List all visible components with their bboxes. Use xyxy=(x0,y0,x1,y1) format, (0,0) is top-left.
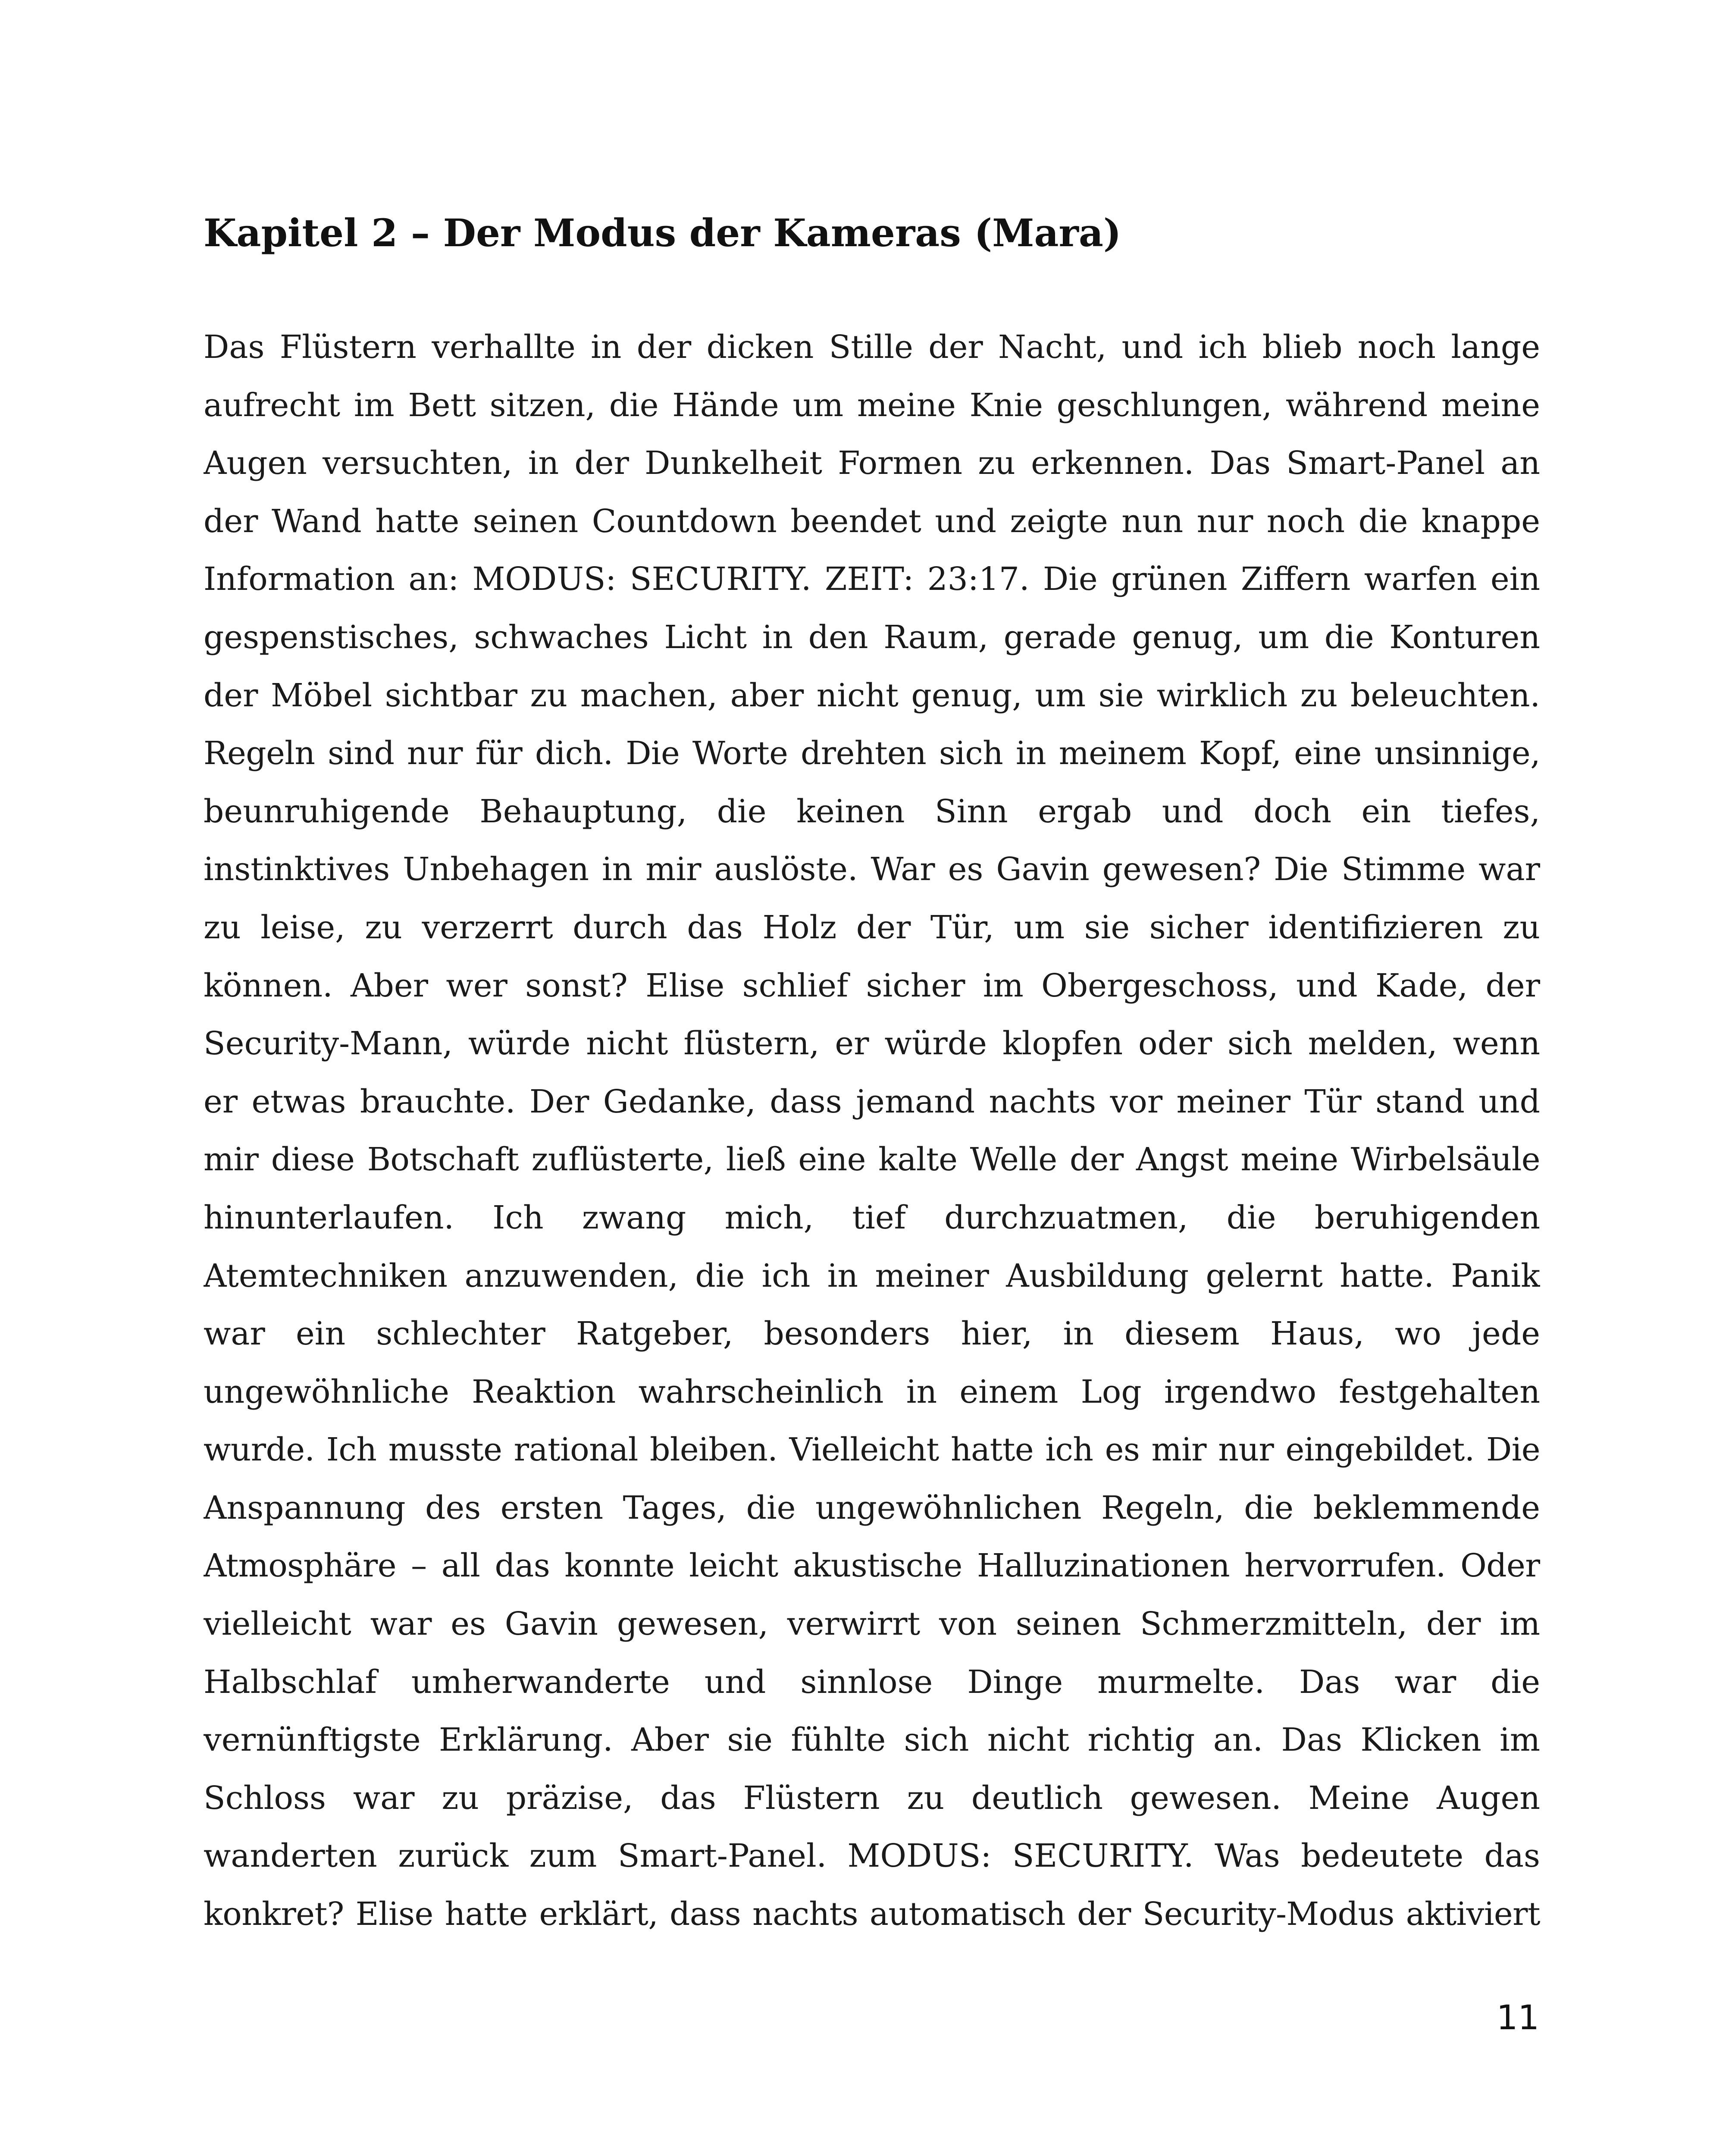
text-line: aufrecht im Bett sitzen, die Hände um meine Knie geschlungen, während meine xyxy=(204,386,1540,424)
text-line: ungewöhnliche Reaktion wahrscheinlich in einem Log irgendwo festgehalten xyxy=(204,1373,1540,1410)
text-line: können. Aber wer sonst? Elise schlief sicher im Obergeschoss, und Kade, der xyxy=(204,967,1540,1004)
text-line: Das Flüstern verhallte in der dicken Stille der Nacht, und ich blieb noch lange xyxy=(204,329,1540,366)
text-line: Atemtechniken anzuwenden, die ich in meiner Ausbildung gelernt hatte. Panik xyxy=(204,1257,1540,1294)
text-line: konkret? Elise hatte erklärt, dass nachts automatisch der Security-Modus aktiviert xyxy=(204,1896,1540,1933)
text-line: Regeln sind nur für dich. Die Worte drehten sich in meinem Kopf, eine unsinnige, xyxy=(204,735,1540,772)
text-line: vielleicht war es Gavin gewesen, verwirrt von seinen Schmerzmitteln, der im xyxy=(204,1605,1540,1643)
text-line: Security-Mann, würde nicht flüstern, er würde klopfen oder sich melden, wenn xyxy=(204,1025,1540,1062)
text-line: beunruhigende Behauptung, die keinen Sinn ergab und doch ein tiefes, xyxy=(204,793,1540,830)
body-paragraph xyxy=(204,318,1540,1943)
text-line: der Möbel sichtbar zu machen, aber nicht genug, um sie wirklich zu beleuchten. xyxy=(204,677,1540,714)
text-line: war ein schlechter Ratgeber, besonders hier, in diesem Haus, wo jede xyxy=(204,1315,1540,1353)
text-line: Anspannung des ersten Tages, die ungewöhnlichen Regeln, die beklemmende xyxy=(204,1489,1540,1526)
text-line: Information an: MODUS: SECURITY. ZEIT: 23:17. Die grünen Ziffern warfen ein xyxy=(204,561,1540,598)
text-line: zu leise, zu verzerrt durch das Holz der Tür, um sie sicher identifizieren zu xyxy=(204,909,1540,946)
text-line: instinktives Unbehagen in mir auslöste. War es Gavin gewesen? Die Stimme war xyxy=(204,851,1540,888)
text-line: mir diese Botschaft zuflüsterte, ließ eine kalte Welle der Angst meine Wirbelsäule xyxy=(204,1141,1540,1178)
text-line: wurde. Ich musste rational bleiben. Vielleicht hatte ich es mir nur eingebildet. Die xyxy=(204,1431,1540,1469)
text-line: Augen versuchten, in der Dunkelheit Formen zu erkennen. Das Smart-Panel an xyxy=(204,445,1540,482)
text-line: hinunterlaufen. Ich zwang mich, tief durchzuatmen, die beruhigenden xyxy=(204,1199,1540,1236)
text-line: der Wand hatte seinen Countdown beendet und zeigte nun nur noch die knappe xyxy=(204,502,1540,540)
text-line: vernünftigste Erklärung. Aber sie fühlte sich nicht richtig an. Das Klicken im xyxy=(204,1721,1540,1759)
text-line: wanderten zurück zum Smart-Panel. MODUS: SECURITY. Was bedeutete das xyxy=(204,1837,1540,1875)
text-line: er etwas brauchte. Der Gedanke, dass jemand nachts vor meiner Tür stand und xyxy=(204,1083,1540,1120)
text-line: Atmosphäre – all das konnte leicht akustische Halluzinationen hervorrufen. Oder xyxy=(204,1547,1540,1585)
text-line: Halbschlaf umherwanderte und sinnlose Dinge murmelte. Das war die xyxy=(204,1663,1540,1701)
chapter-title: Kapitel 2 – Der Modus der Kameras (Mara) xyxy=(204,210,1121,255)
page-number: 11 xyxy=(1496,1999,1539,2037)
text-line: Schloss war zu präzise, das Flüstern zu deutlich gewesen. Meine Augen xyxy=(204,1779,1540,1817)
text-line: gespenstisches, schwaches Licht in den Raum, gerade genug, um die Konturen xyxy=(204,618,1540,656)
